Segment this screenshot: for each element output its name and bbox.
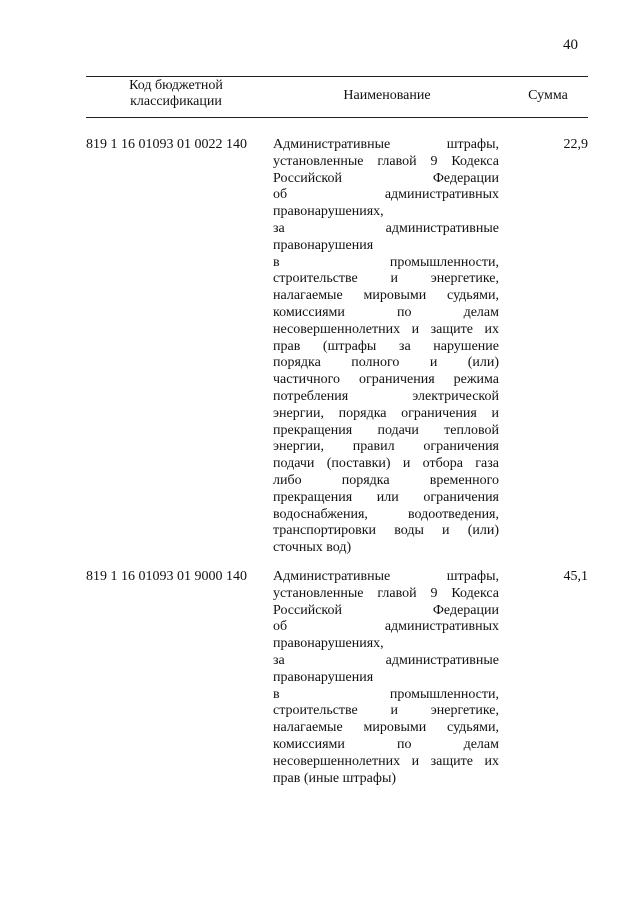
item-name-line: строительстве и энергетике, — [273, 271, 499, 287]
item-name-line: потребления электрической — [273, 388, 499, 404]
item-name-line: частичного ограничения режима — [273, 372, 499, 388]
amount: 22,9 — [563, 137, 588, 152]
amount: 45,1 — [563, 569, 588, 584]
item-name-line: за административные — [273, 220, 499, 236]
item-name-line: правонарушениях, — [273, 636, 384, 652]
item-name-line: Российской Федерации — [273, 170, 499, 186]
table-header-top-rule — [86, 76, 588, 77]
item-name-line: Российской Федерации — [273, 602, 499, 618]
item-name-line: правонарушениях, — [273, 204, 384, 220]
item-name-line: либо порядка временного — [273, 472, 499, 488]
page-number: 40 — [563, 37, 578, 53]
item-name-line: налагаемые мировыми судьями, — [273, 720, 499, 736]
item-name-line: строительстве и энергетике, — [273, 703, 499, 719]
item-name-line: комиссиями по делам — [273, 304, 499, 320]
item-name-line: сточных вод) — [273, 540, 352, 556]
column-header-sum: Сумма — [528, 88, 568, 103]
item-name-line: порядка полного и (или) — [273, 355, 499, 371]
item-name-line: прав (иные штрафы) — [273, 770, 397, 786]
item-name-line: подачи (поставки) и отбора газа — [273, 456, 499, 472]
item-name-line: несовершеннолетних и защите их — [273, 321, 499, 337]
table-header-bottom-rule — [86, 117, 588, 118]
item-name-line: прекращения подачи тепловой — [273, 422, 499, 438]
item-name-line: энергии, порядка ограничения и — [273, 405, 499, 421]
item-name-line: прекращения или ограничения — [273, 489, 499, 505]
item-name-line: водоснабжения, водоотведения, — [273, 506, 499, 522]
budget-code: 819 1 16 01093 01 9000 140 — [86, 569, 247, 584]
item-name-line: налагаемые мировыми судьями, — [273, 288, 499, 304]
item-name-line: энергии, правил ограничения — [273, 439, 499, 455]
item-name-line: правонарушения — [273, 669, 374, 685]
item-name-line: в промышленности, — [273, 254, 499, 270]
item-name-line: установленные главой 9 Кодекса — [273, 585, 499, 601]
item-name-line: установленные главой 9 Кодекса — [273, 153, 499, 169]
column-header-code: Код бюджетной классификации — [129, 78, 223, 109]
item-name-line: прав (штрафы за нарушение — [273, 338, 499, 354]
budget-code: 819 1 16 01093 01 0022 140 — [86, 137, 247, 152]
item-name-line: за административные — [273, 652, 499, 668]
item-name-line: Административные штрафы, — [273, 569, 499, 584]
column-header-name: Наименование — [343, 88, 431, 103]
item-name-line: об административных — [273, 187, 499, 203]
item-name-line: несовершеннолетних и защите их — [273, 753, 499, 769]
item-name-line: транспортировки воды и (или) — [273, 523, 499, 539]
item-name — [273, 137, 499, 557]
item-name — [273, 569, 499, 787]
item-name-line: об административных — [273, 619, 499, 635]
item-name-line: в промышленности, — [273, 686, 499, 702]
item-name-line: правонарушения — [273, 237, 374, 253]
item-name-line: Административные штрафы, — [273, 137, 499, 152]
item-name-line: комиссиями по делам — [273, 736, 499, 752]
